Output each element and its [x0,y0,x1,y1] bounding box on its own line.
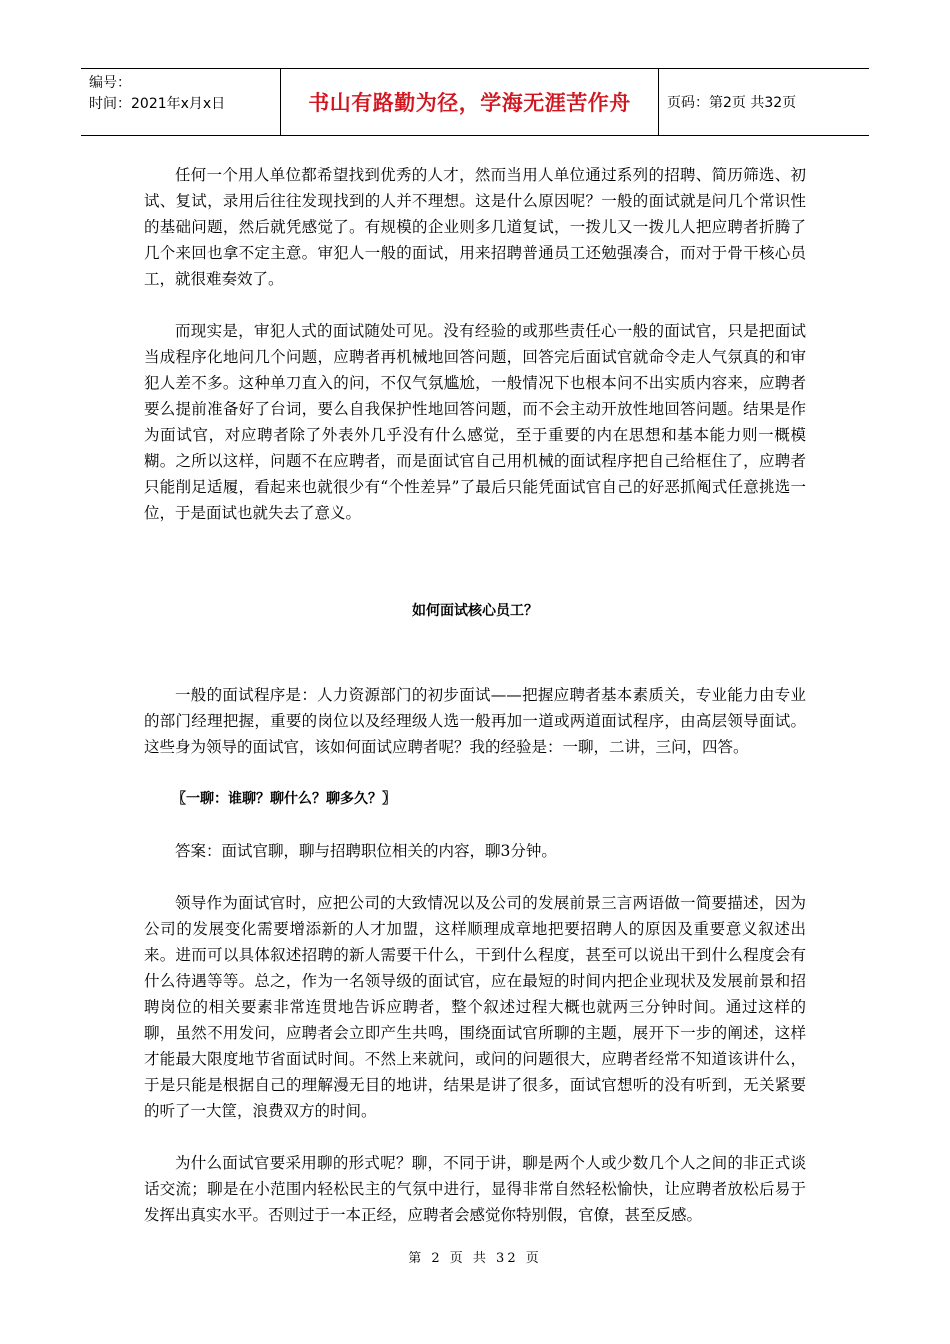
paragraph: 一般的面试程序是：人力资源部门的初步面试——把握应聘者基本素质关，专业能力由专业的部门经理把握，重要的岗位以及经理级人选一般再加一道或两道面试程序，由高层领导面试。这些身为领导的面试官，该如何面试应聘者呢？我的经验是：一聊，二讲，三问，四答。 [144,686,806,756]
page-footer: 第 2 页 共 32 页 [408,1251,542,1266]
paragraph: 为什么面试官要采用聊的形式呢？聊，不同于讲，聊是两个人或少数几个人之间的非正式谈话交流；聊是在小范围内轻松民主的气氛中进行，显得非常自然轻松愉快，让应聘者放松后易于发挥出真实水平。否则过于一本正经，应聘者会感觉你特别假，官僚，甚至反感。 [144,1154,806,1224]
document-body [144,162,806,1254]
paragraph: 任何一个用人单位都希望找到优秀的人才，然而当用人单位通过系列的招聘、简历筛选、初试、复试，录用后往往发现找到的人并不理想。这是什么原因呢？一般的面试就是问几个常识性的基础问题，然后就凭感觉了。有规模的企业则多几道复试，一拨儿又一拨儿人把应聘者折腾了几个来回也拿不定主意。审犯人一般的面试，用来招聘普通员工还勉强凑合，而对于骨干核心员工，就很难奏效了。 [144,166,806,288]
paragraph: 而现实是，审犯人式的面试随处可见。没有经验的或那些责任心一般的面试官，只是把面试当成程序化地问几个问题，应聘者再机械地回答问题，回答完后面试官就命令走人气氛真的和审犯人差不多。这种单刀直入的问，不仅气氛尴尬，一般情况下也根本问不出实质内容来，应聘者要么提前准备好了台词，要么自我保护性地回答问题，而不会主动开放性地回答问题。结果是作为面试官，对应聘者除了外表外几乎没有什么感觉，至于重要的内在思想和基本能力则一概模糊。之所以这样，问题不在应聘者，而是面试官自己用机械的面试程序把自己给框住了，应聘者只能削足适履，看起来也就很少有“个性差异”了最后只能凭面试官自己的好恶抓阄式任意挑选一位，于是面试也就失去了意义。 [144,322,806,522]
paragraph: 答案：面试官聊，聊与招聘职位相关的内容，聊3分钟。 [175,842,557,860]
header-meta-cell [81,69,281,135]
subsection-heading: 〖一聊：谁聊？聊什么？聊多久？〗 [172,791,396,807]
document-number-label: 编号： [89,75,131,91]
document-date-label: 时间：2021年x月x日 [89,96,226,112]
section-heading: 如何面试核心员工？ [412,603,538,619]
page-header [81,68,869,136]
paragraph: 领导作为面试官时，应把公司的大致情况以及公司的发展前景三言两语做一简要描述，因为公司的发展变化需要增添新的人才加盟，这样顺理成章地把要招聘人的原因及重要意义叙述出来。进而可以具体叙述招聘的新人需要干什么，干到什么程度，甚至可以说出干到什么程度会有什么待遇等等。总之，作为一名领导级的面试官，应在最短的时间内把企业现状及发展前景和招聘岗位的相关要素非常连贯地告诉应聘者，整个叙述过程大概也就两三分钟时间。通过这样的聊，虽然不用发问，应聘者会立即产生共鸣，围绕面试官所聊的主题，展开下一步的阐述，这样才能最大限度地节省面试时间。不然上来就问，或问的问题很大，应聘者经常不知道该讲什么，于是只能是根据自己的理解漫无目的地讲，结果是讲了很多，面试官想听的没有听到，无关紧要的听了一大筐，浪费双方的时间。 [144,894,806,1120]
header-page-label: 页码：第2页 共32页 [667,95,797,111]
header-motto: 书山有路勤为径，学海无涯苦作舟 [281,69,659,135]
